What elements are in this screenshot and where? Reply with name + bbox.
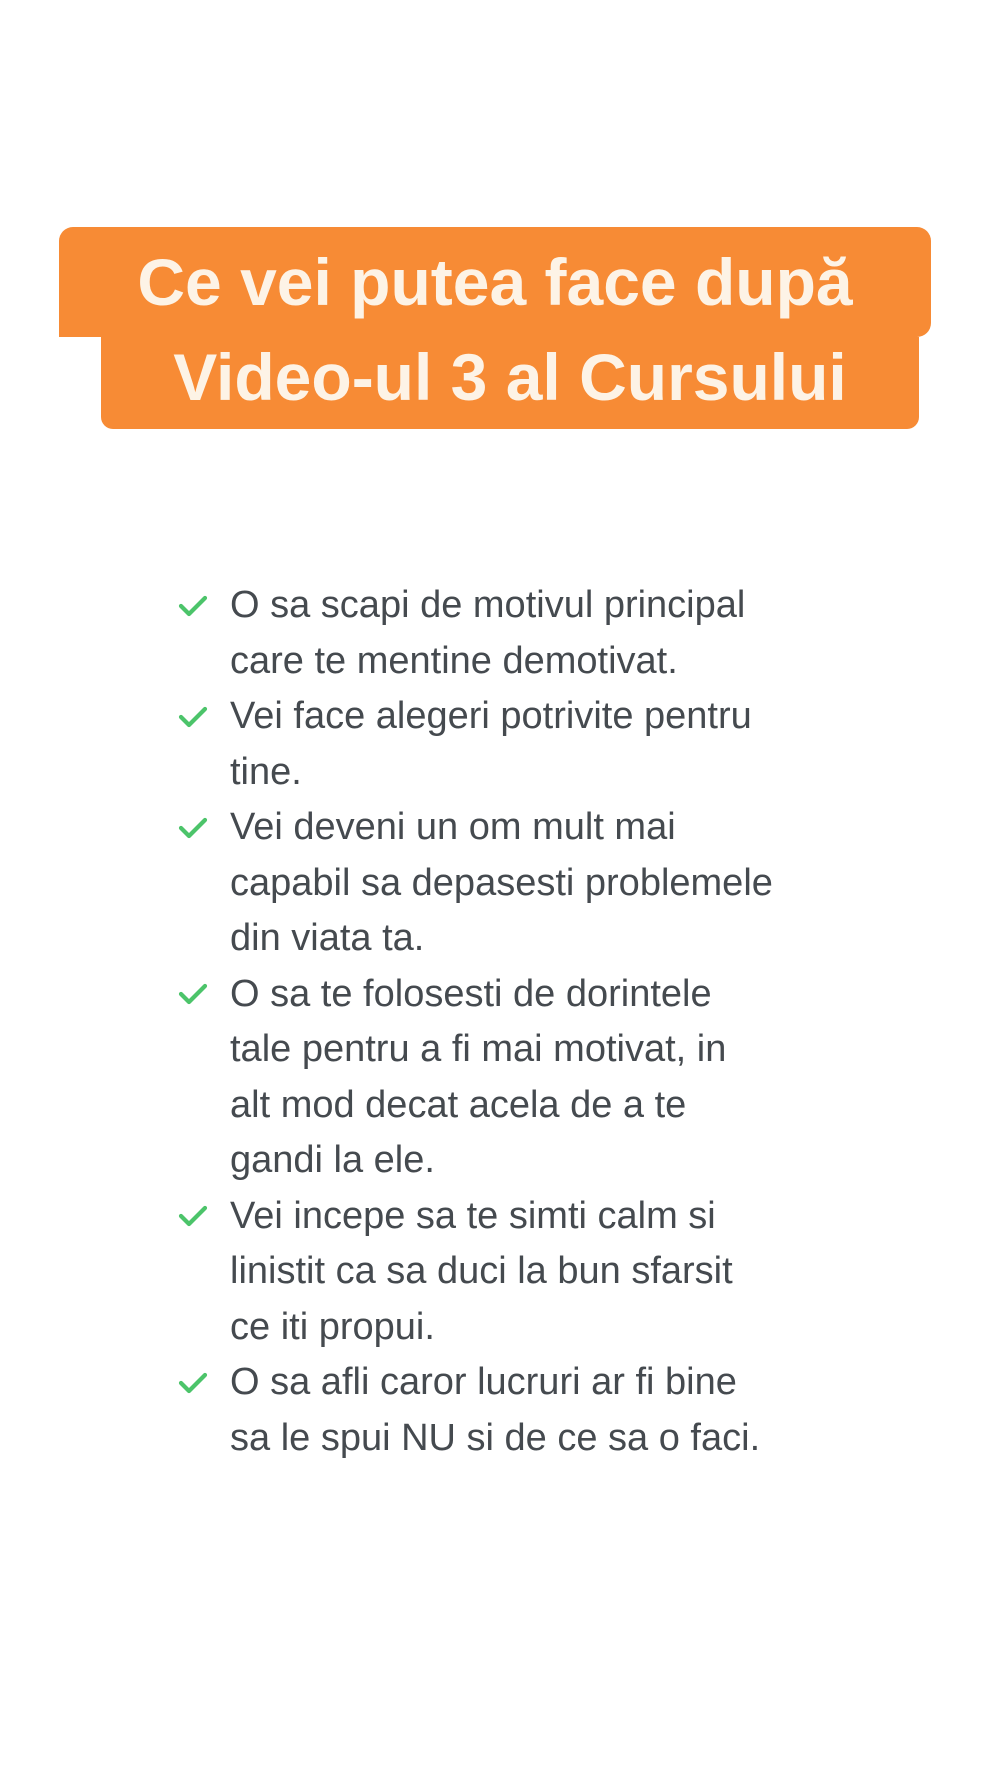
list-item-text: Vei deveni un om mult mai capabil sa depasesti problemele din viata ta. <box>230 806 773 959</box>
title-banner <box>0 227 1005 429</box>
list-item <box>178 800 878 967</box>
title-line-2: Video-ul 3 al Cursului <box>101 337 919 429</box>
check-icon <box>178 689 230 744</box>
check-icon <box>178 578 230 633</box>
check-icon <box>178 1189 230 1244</box>
list-item <box>178 1189 878 1356</box>
list-item <box>178 578 878 689</box>
list-item <box>178 1355 878 1466</box>
check-icon <box>178 800 230 855</box>
list-item-text: O sa scapi de motivul principal care te mentine demotivat. <box>230 584 746 682</box>
list-item-text: O sa te folosesti de dorintele tale pentru a fi mai motivat, in alt mod decat acela de a te gandi la ele. <box>230 972 727 1181</box>
list-item-text: Vei face alegeri potrivite pentru tine. <box>230 695 752 793</box>
list-item-text: Vei incepe sa te simti calm si linistit ca sa duci la bun sfarsit ce iti propui. <box>230 1194 733 1348</box>
list-item-text: O sa afli caror lucruri ar fi bine sa le spui NU si de ce sa o faci. <box>230 1361 761 1459</box>
list-item <box>178 967 878 1189</box>
check-icon <box>178 967 230 1022</box>
list-item <box>178 689 878 800</box>
check-icon <box>178 1355 230 1410</box>
title-line-1: Ce vei putea face după <box>59 227 931 337</box>
benefits-checklist <box>178 578 878 1466</box>
